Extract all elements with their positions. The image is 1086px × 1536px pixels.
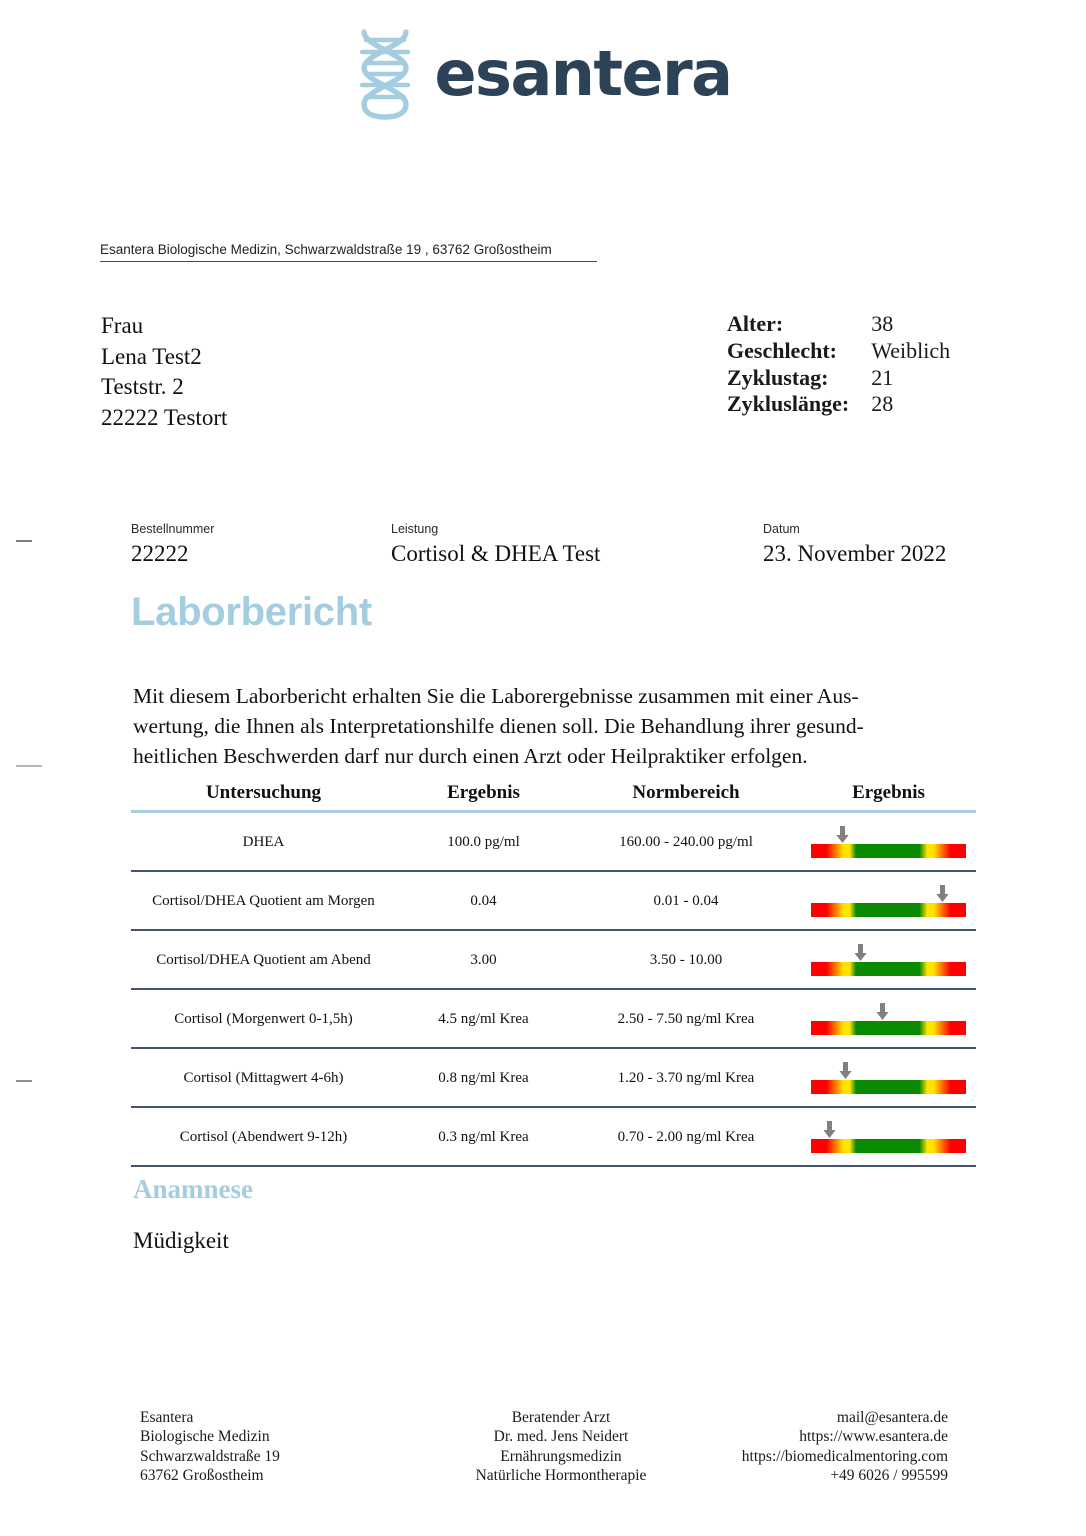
cycle-day-label: Zyklustag: [727,364,829,390]
cell-untersuchung: DHEA [242,833,285,850]
table-row [131,812,976,872]
cycle-length-label: Zykluslänge: [727,391,850,417]
cell-gauge [801,1048,976,1107]
cell-normbereich: 2.50 - 7.50 ng/ml Krea [617,1010,755,1027]
footer-doctor-column [430,1408,692,1485]
patient-age-label: Alter: [727,311,784,336]
table-row [131,930,976,989]
cell-untersuchung: Cortisol (Mittagwert 4-6h) [183,1069,344,1086]
address-city: 22222 Testort [101,404,228,430]
patient-detail-row [727,365,950,392]
cycle-day-value: 21 [871,364,894,390]
footer-line: Biologische Medizin [140,1428,270,1446]
cell-ergebnis: 100.0 pg/ml [447,833,520,850]
patient-age-value: 38 [871,311,894,336]
intro-paragraph [133,681,961,771]
sender-address-line: Esantera Biologische Medizin, Schwarzwaldstraße 19 , 63762 Großostheim [100,242,597,262]
footer-line: Natürliche Hormontherapie [475,1466,647,1484]
result-gauge [811,1062,966,1094]
gauge-gradient-bar [811,962,966,976]
order-number-value: 22222 [131,541,189,566]
fold-mark [16,1080,32,1082]
intro-line: heitlichen Beschwerden darf nur durch einen Arzt oder Heilpraktiker erfolgen. [133,744,808,768]
gauge-gradient-bar [811,1139,966,1153]
gauge-marker-arrow-icon [853,944,868,961]
footer-line: Beratender Arzt [511,1409,611,1426]
footer-company-column [140,1408,430,1485]
address-name: Lena Test2 [101,343,202,369]
dna-helix-icon [354,28,416,120]
order-info [131,522,961,567]
footer-email: mail@esantera.de [836,1409,948,1426]
table-header-row [131,782,976,812]
table-row [131,1048,976,1107]
gauge-gradient-bar [811,903,966,917]
address-salutation: Frau [101,313,144,338]
cell-ergebnis: 0.8 ng/ml Krea [438,1069,529,1086]
fold-mark [16,765,42,767]
patient-sex-value: Weiblich [871,337,951,363]
result-gauge [811,1003,966,1035]
result-gauge [811,885,966,917]
cell-normbereich: 0.01 - 0.04 [653,892,719,909]
address-street: Teststr. 2 [101,374,184,399]
patient-detail-row [727,311,950,338]
service-block [391,522,763,567]
patient-details [727,311,950,418]
brand-wordmark: esantera [434,37,732,110]
cell-normbereich: 1.20 - 3.70 ng/ml Krea [617,1069,755,1086]
table-row [131,1107,976,1166]
cell-untersuchung: Cortisol (Morgenwert 0-1,5h) [174,1010,353,1027]
cell-ergebnis: 3.00 [470,951,497,968]
cell-gauge [801,871,976,930]
gauge-gradient-bar [811,1080,966,1094]
cell-untersuchung: Cortisol/DHEA Quotient am Abend [156,951,371,968]
cell-gauge [801,812,976,872]
service-label: Leistung [391,522,439,536]
brand-logo [0,28,1086,120]
cell-untersuchung: Cortisol (Abendwert 9-12h) [179,1128,348,1145]
cell-normbereich: 0.70 - 2.00 ng/ml Krea [617,1128,755,1145]
cell-ergebnis: 0.04 [470,892,497,909]
footer-line: Esantera [140,1409,194,1426]
order-number-label: Bestellnummer [131,522,215,536]
header-ergebnis: Ergebnis [447,782,520,803]
cell-gauge [801,930,976,989]
table-row [131,989,976,1048]
footer-phone: +49 6026 / 995599 [830,1466,948,1484]
anamnese-body: Müdigkeit [133,1228,229,1253]
patient-detail-row [727,338,950,365]
cell-normbereich: 3.50 - 10.00 [649,951,723,968]
result-gauge [811,1121,966,1153]
date-block [763,522,961,567]
footer-line: Dr. med. Jens Neidert [493,1428,629,1446]
gauge-marker-arrow-icon [838,1062,853,1079]
footer-line: 63762 Großostheim [140,1466,264,1484]
cell-normbereich: 160.00 - 240.00 pg/ml [619,833,753,850]
cell-gauge [801,1107,976,1166]
gauge-marker-arrow-icon [935,885,950,902]
gauge-marker-arrow-icon [875,1003,890,1020]
order-number-block [131,522,391,567]
gauge-gradient-bar [811,844,966,858]
service-value: Cortisol & DHEA Test [391,541,601,566]
patient-detail-row [727,391,950,418]
footer-line: Ernährungsmedizin [500,1447,622,1465]
recipient-address [101,311,227,433]
results-table [131,782,976,1167]
page-footer [140,1408,948,1485]
patient-sex-label: Geschlecht: [727,337,837,363]
intro-line: wertung, die Ihnen als Interpretationshilfe dienen soll. Die Behandlung ihrer gesund- [133,714,864,738]
intro-line: Mit diesem Laborbericht erhalten Sie die Laborergebnisse zusammen mit einer Aus- [133,684,859,708]
header-normbereich: Normbereich [632,782,740,803]
footer-line: Schwarzwaldstraße 19 [140,1447,280,1465]
cell-ergebnis: 4.5 ng/ml Krea [438,1010,529,1027]
gauge-marker-arrow-icon [835,826,850,843]
page-title: Laborbericht [131,590,372,634]
cell-gauge [801,989,976,1048]
table-row [131,871,976,930]
date-value: 23. November 2022 [763,541,947,566]
footer-website: https://www.esantera.de [799,1428,948,1446]
header-untersuchung: Untersuchung [205,782,322,803]
result-gauge [811,826,966,858]
cell-untersuchung: Cortisol/DHEA Quotient am Morgen [152,892,375,909]
fold-mark [16,540,32,542]
cell-ergebnis: 0.3 ng/ml Krea [438,1128,529,1145]
result-gauge [811,944,966,976]
footer-website-alt: https://biomedicalmentoring.com [741,1447,948,1465]
header-ergebnis-gauge: Ergebnis [852,782,925,803]
cycle-length-value: 28 [871,391,894,417]
gauge-marker-arrow-icon [822,1121,837,1138]
anamnese-heading: Anamnese [133,1174,253,1204]
footer-contact-column [692,1408,948,1485]
gauge-gradient-bar [811,1021,966,1035]
date-label: Datum [763,522,800,536]
